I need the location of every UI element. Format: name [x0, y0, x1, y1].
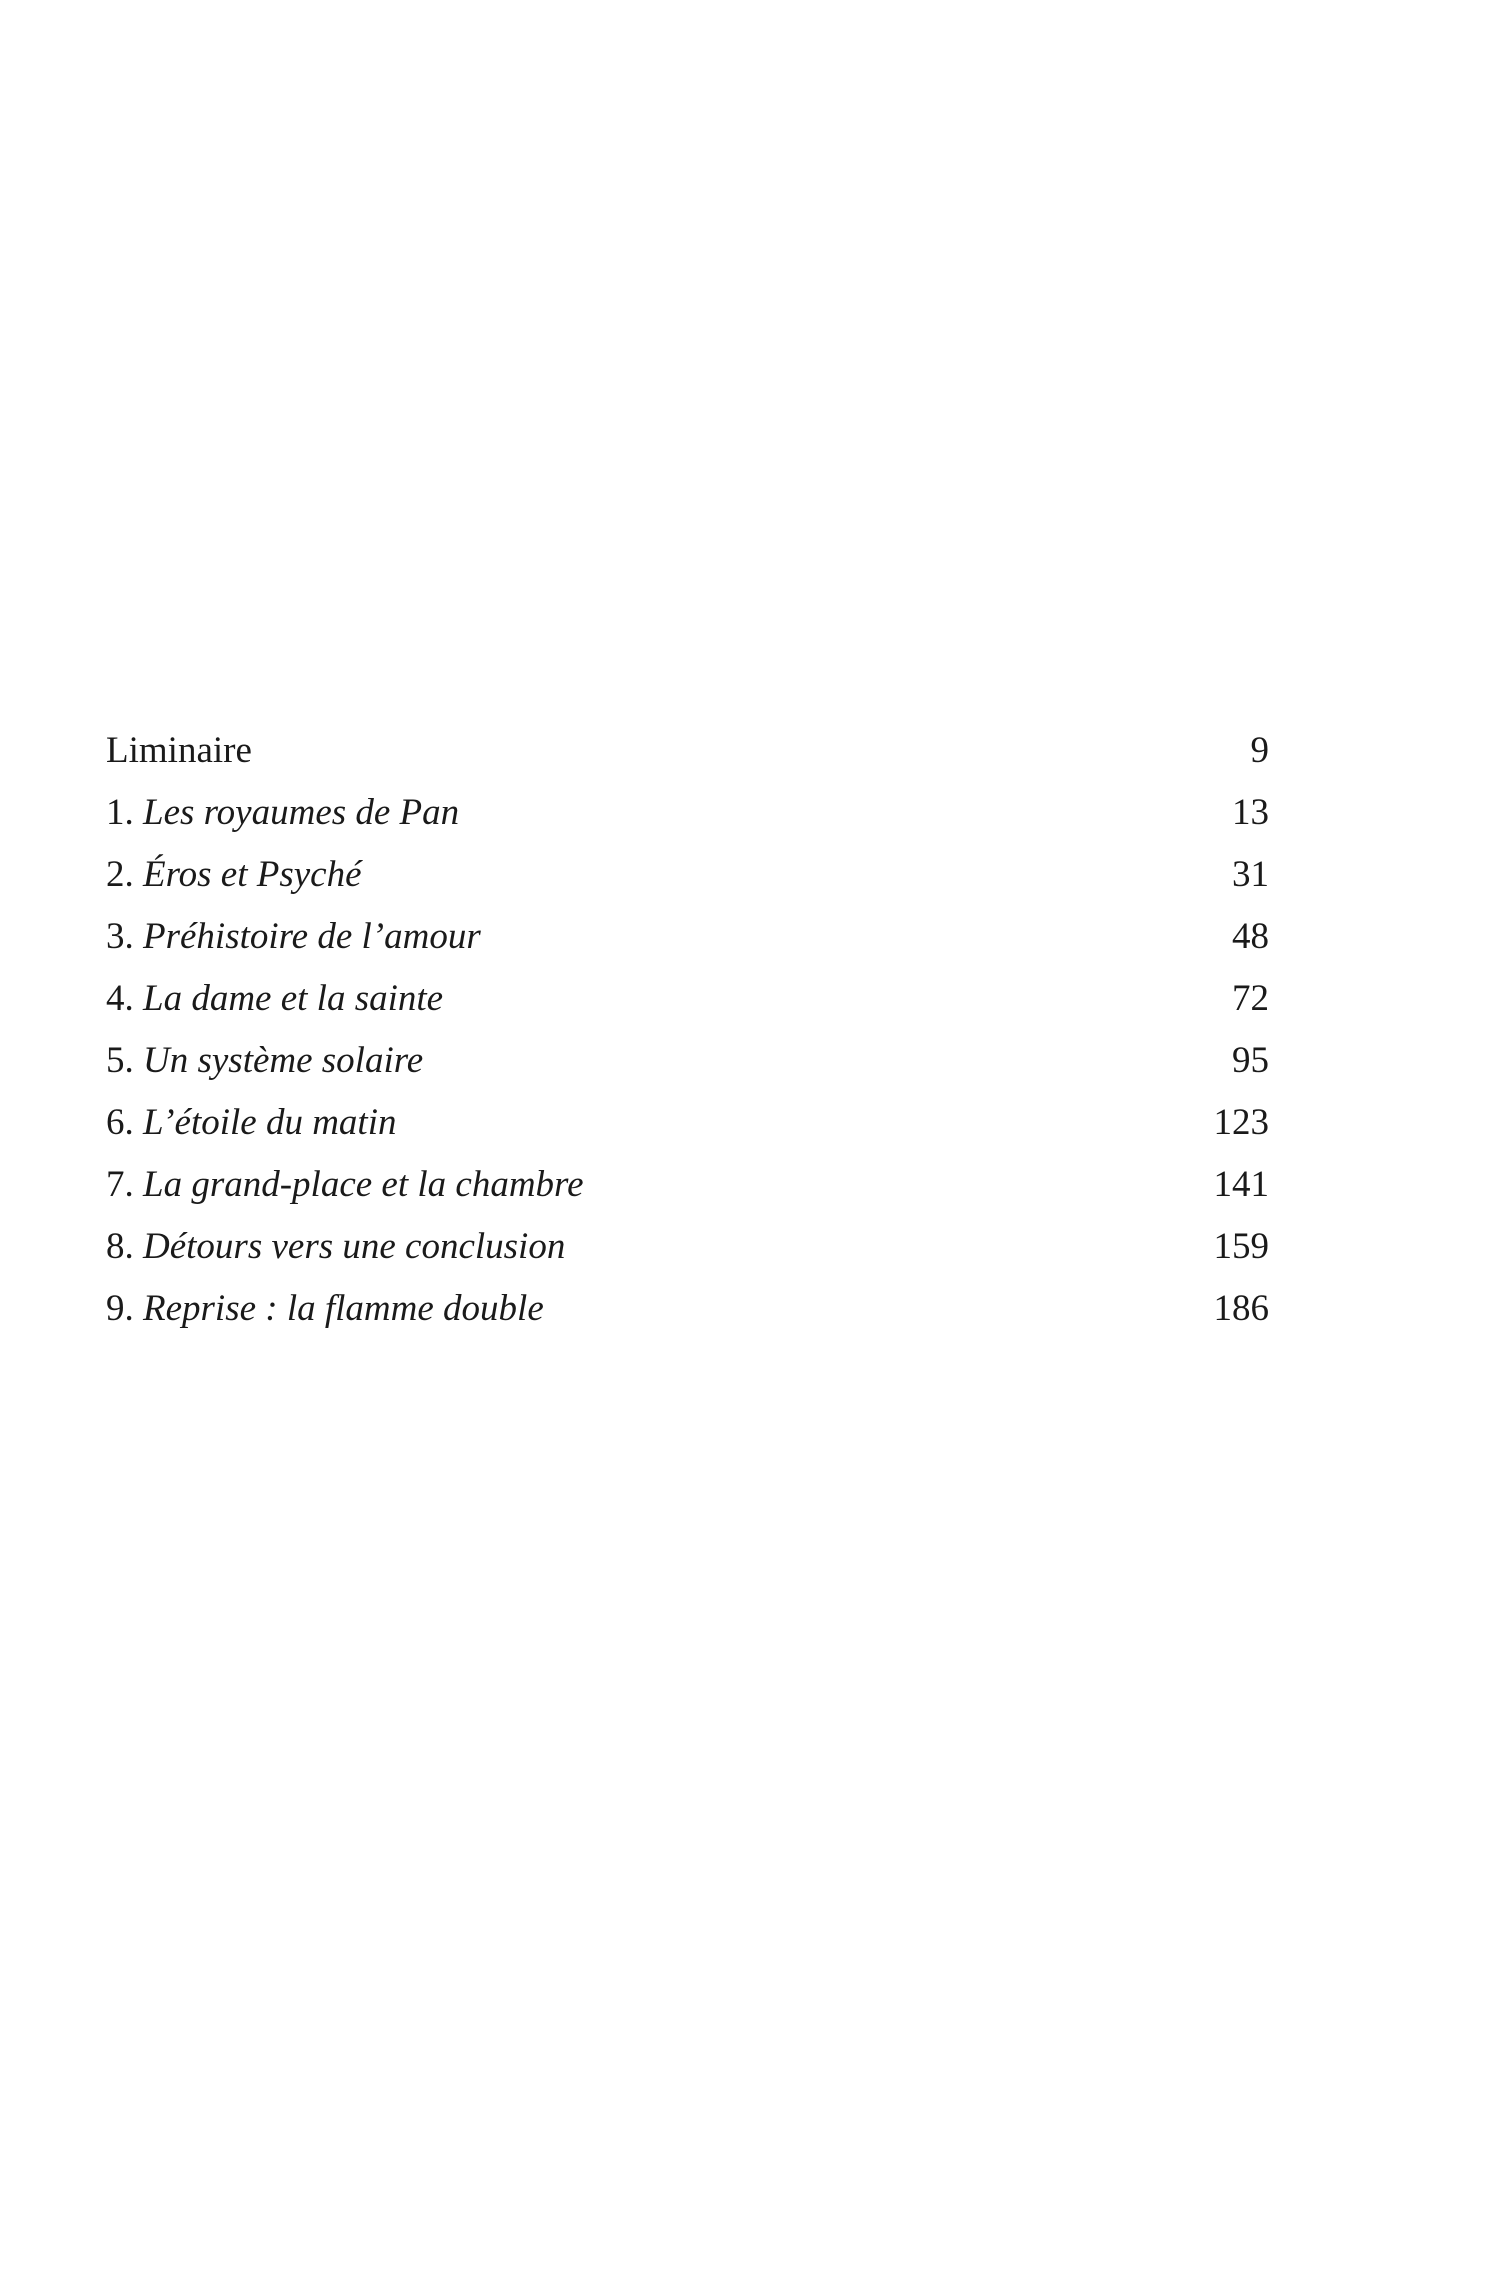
toc-entry-title: Détours vers une conclusion [143, 1226, 566, 1267]
toc-entry-chapter-7[interactable] [0, 1154, 1486, 1216]
toc-entry-number: 9. [106, 1288, 143, 1329]
toc-entry-title: La grand-place et la chambre [143, 1164, 584, 1205]
toc-entry-chapter-1[interactable] [0, 782, 1486, 844]
toc-entry-chapter-4[interactable] [0, 968, 1486, 1030]
toc-entry-number: 8. [106, 1226, 143, 1267]
toc-entry-label [106, 720, 252, 782]
toc-entry-page: 159 [1213, 1226, 1269, 1267]
toc-entry-label [106, 1030, 423, 1092]
toc-entry-title: Reprise : la flamme double [143, 1288, 544, 1329]
toc-entry-title: Les royaumes de Pan [143, 792, 460, 833]
table-of-contents [0, 720, 1486, 1340]
toc-entry-page: 123 [1213, 1102, 1269, 1143]
toc-entry-page: 13 [1232, 792, 1269, 833]
toc-entry-number: 1. [106, 792, 143, 833]
toc-entry-label [106, 844, 362, 906]
toc-entry-page: 48 [1232, 916, 1269, 957]
toc-entry-number: 3. [106, 916, 143, 957]
toc-entry-chapter-9[interactable] [0, 1278, 1486, 1340]
toc-entry-title: La dame et la sainte [143, 978, 444, 1019]
toc-entry-title: L’étoile du matin [143, 1102, 397, 1143]
toc-entry-number: 7. [106, 1164, 143, 1205]
toc-entry-label [106, 1216, 565, 1278]
toc-entry-number: 4. [106, 978, 143, 1019]
toc-entry-number: 5. [106, 1040, 143, 1081]
toc-entry-label [106, 968, 443, 1030]
toc-entry-page: 141 [1213, 1164, 1269, 1205]
toc-entry-title: Liminaire [106, 730, 252, 771]
toc-entry-label [106, 1278, 544, 1340]
toc-entry-chapter-3[interactable] [0, 906, 1486, 968]
toc-entry-label [106, 1154, 584, 1216]
toc-entry-page: 186 [1213, 1288, 1269, 1329]
toc-entry-liminaire[interactable] [0, 720, 1486, 782]
toc-entry-page: 9 [1250, 730, 1269, 771]
toc-entry-chapter-5[interactable] [0, 1030, 1486, 1092]
toc-entry-title: Éros et Psyché [143, 854, 362, 895]
toc-entry-label [106, 782, 459, 844]
toc-entry-page: 72 [1232, 978, 1269, 1019]
toc-entry-page: 31 [1232, 854, 1269, 895]
toc-entry-label [106, 906, 481, 968]
toc-entry-chapter-2[interactable] [0, 844, 1486, 906]
toc-entry-chapter-6[interactable] [0, 1092, 1486, 1154]
toc-entry-page: 95 [1232, 1040, 1269, 1081]
toc-entry-number: 2. [106, 854, 143, 895]
toc-entry-chapter-8[interactable] [0, 1216, 1486, 1278]
toc-entry-number: 6. [106, 1102, 143, 1143]
toc-entry-title: Un système solaire [143, 1040, 424, 1081]
toc-entry-label [106, 1092, 397, 1154]
toc-entry-title: Préhistoire de l’amour [143, 916, 481, 957]
